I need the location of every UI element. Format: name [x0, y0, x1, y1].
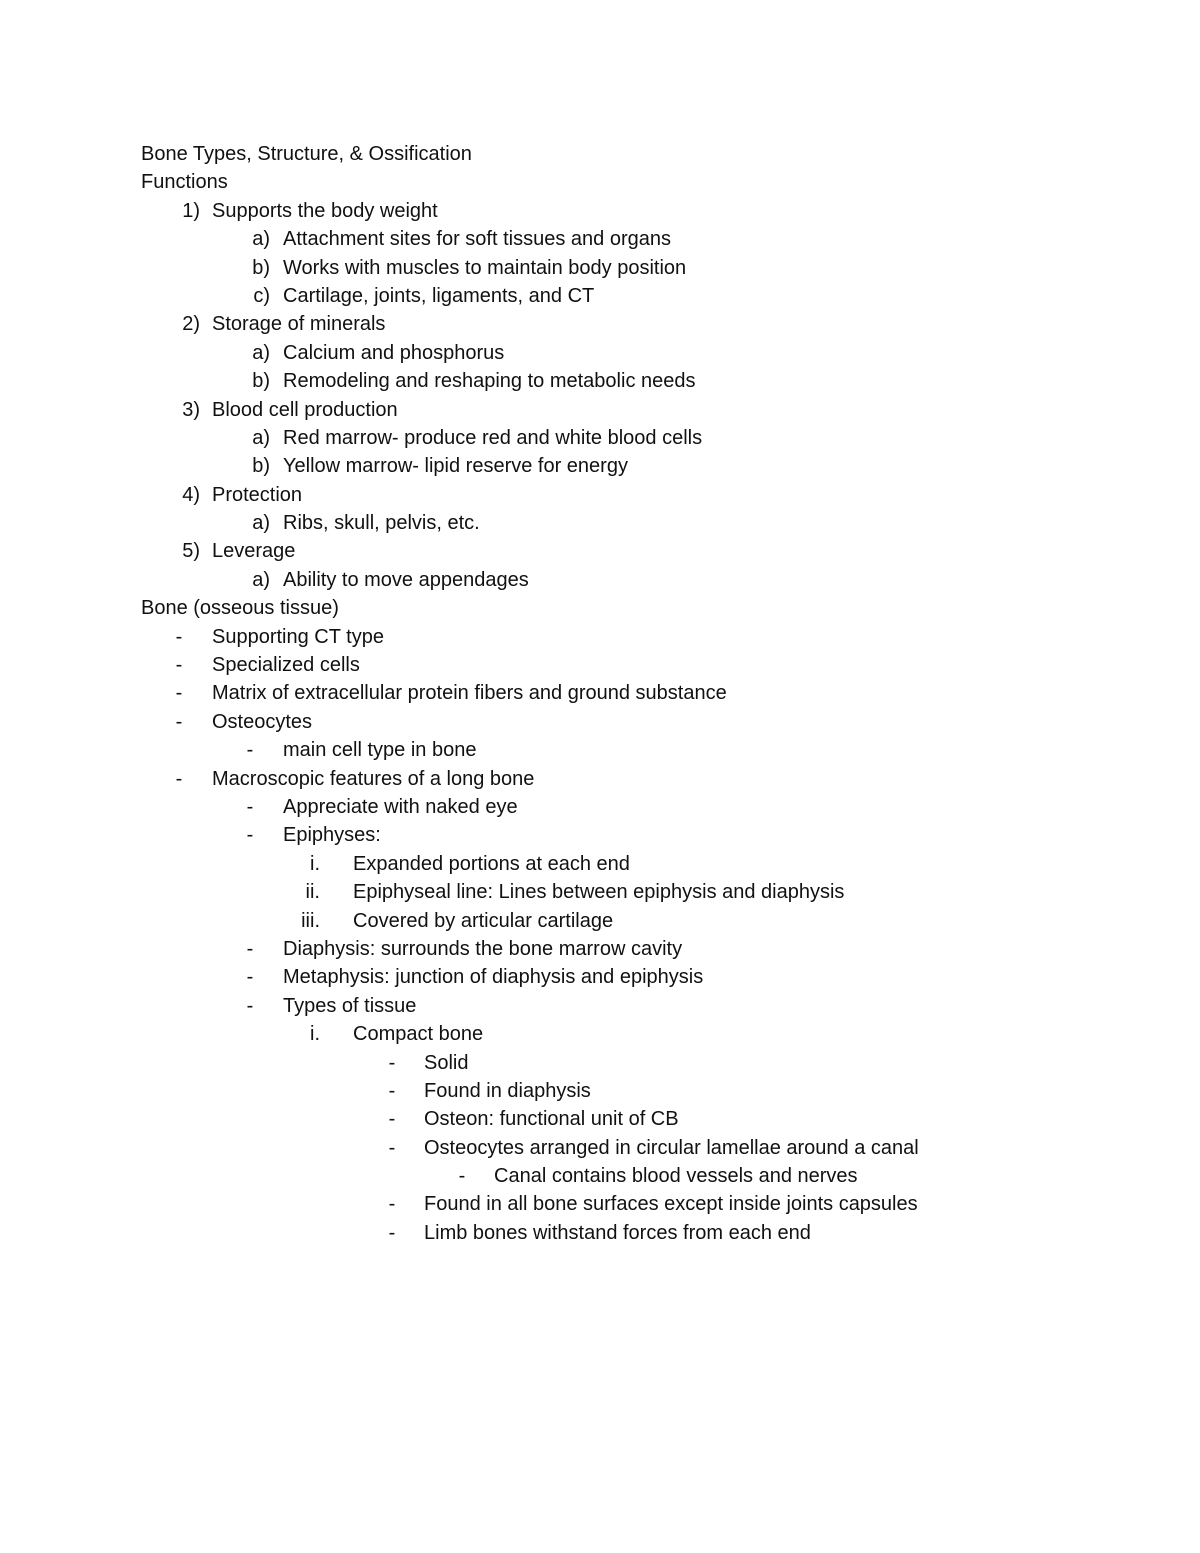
list-item-text: main cell type in bone	[283, 739, 477, 762]
list-marker: a)	[252, 228, 270, 251]
list-item-text: Diaphysis: surrounds the bone marrow cavity	[283, 937, 683, 960]
list-item	[0, 367, 1200, 395]
list-item	[0, 424, 1200, 452]
list-item-text: Specialized cells	[212, 654, 360, 677]
list-marker: a)	[252, 568, 270, 591]
list-marker: -	[175, 654, 183, 677]
list-item-text: Found in diaphysis	[424, 1079, 591, 1102]
document-page	[0, 140, 1200, 1247]
list-marker: a)	[252, 512, 270, 535]
list-item-text: Ability to move appendages	[283, 568, 529, 591]
list-item	[0, 1105, 1200, 1133]
list-item-text: Found in all bone surfaces except inside joints capsules	[424, 1193, 918, 1216]
list-item	[0, 481, 1200, 509]
list-marker: -	[388, 1136, 396, 1159]
list-marker: -	[175, 682, 183, 705]
list-marker: 4)	[182, 483, 200, 506]
list-marker: b)	[252, 370, 270, 393]
list-marker: 5)	[182, 540, 200, 563]
list-item-text: Storage of minerals	[212, 313, 386, 336]
list-item-text: Leverage	[212, 540, 296, 563]
list-marker: -	[246, 795, 254, 818]
list-item-text: Yellow marrow- lipid reserve for energy	[283, 455, 628, 478]
list-item	[0, 878, 1200, 906]
list-item	[0, 566, 1200, 594]
list-marker: 1)	[182, 199, 200, 222]
list-item	[0, 821, 1200, 849]
list-marker: ii.	[305, 881, 320, 904]
list-item	[0, 793, 1200, 821]
document-title: Bone Types, Structure, & Ossification	[141, 143, 472, 165]
list-marker: 2)	[182, 313, 200, 336]
list-marker: -	[246, 739, 254, 762]
list-item-text: Osteon: functional unit of CB	[424, 1108, 679, 1131]
list-marker: b)	[252, 256, 270, 279]
list-item-text: Red marrow- produce red and white blood cells	[283, 426, 703, 449]
list-item-text: Metaphysis: junction of diaphysis and epiphysis	[283, 966, 704, 989]
list-item-text: Protection	[212, 483, 303, 506]
list-item-text: Compact bone	[353, 1023, 484, 1046]
list-marker: -	[246, 966, 254, 989]
list-item-text: Solid	[424, 1051, 469, 1074]
list-marker: -	[388, 1051, 396, 1074]
list-item-text: Supports the body weight	[212, 199, 438, 222]
list-item-text: Expanded portions at each end	[353, 852, 630, 875]
list-item-text: Epiphyses:	[283, 824, 381, 847]
section-heading-bone: Bone (osseous tissue)	[141, 597, 339, 620]
list-item	[0, 651, 1200, 679]
list-item	[0, 254, 1200, 282]
list-item-text: Cartilage, joints, ligaments, and CT	[283, 284, 595, 307]
list-marker: -	[388, 1221, 396, 1244]
list-item-text: Limb bones withstand forces from each end	[424, 1221, 811, 1244]
list-item	[0, 1020, 1200, 1048]
list-item	[0, 1049, 1200, 1077]
list-marker: i.	[310, 852, 320, 875]
list-item-text: Osteocytes arranged in circular lamellae around a canal	[424, 1136, 919, 1159]
list-marker: -	[388, 1193, 396, 1216]
list-item-text: Macroscopic features of a long bone	[212, 767, 535, 790]
list-item-text: Attachment sites for soft tissues and organs	[283, 228, 671, 251]
list-item	[0, 452, 1200, 480]
list-item	[0, 339, 1200, 367]
list-item	[0, 537, 1200, 565]
list-marker: iii.	[301, 909, 320, 932]
list-marker: -	[175, 767, 183, 790]
list-item	[0, 736, 1200, 764]
list-marker: -	[246, 937, 254, 960]
list-item	[0, 963, 1200, 991]
list-item	[0, 992, 1200, 1020]
list-item	[0, 850, 1200, 878]
list-marker: -	[246, 994, 254, 1017]
list-item	[0, 708, 1200, 736]
list-item	[0, 623, 1200, 651]
list-item-text: Canal contains blood vessels and nerves	[494, 1165, 858, 1188]
list-marker: -	[388, 1108, 396, 1131]
list-item	[0, 1219, 1200, 1247]
list-item-text: Calcium and phosphorus	[283, 341, 505, 364]
section-heading-functions: Functions	[141, 171, 228, 194]
list-item	[0, 1077, 1200, 1105]
list-item	[0, 935, 1200, 963]
list-item	[0, 1162, 1200, 1190]
list-item	[0, 907, 1200, 935]
list-item	[0, 765, 1200, 793]
list-item-text: Types of tissue	[283, 994, 417, 1017]
list-item-text: Covered by articular cartilage	[353, 909, 614, 932]
list-marker: i.	[310, 1023, 320, 1046]
list-marker: 3)	[182, 398, 200, 421]
list-item	[0, 282, 1200, 310]
list-marker: -	[458, 1165, 466, 1188]
list-item	[0, 1190, 1200, 1218]
list-marker: -	[246, 824, 254, 847]
list-item	[0, 197, 1200, 225]
list-item	[0, 1134, 1200, 1162]
list-item-text: Appreciate with naked eye	[283, 795, 518, 818]
list-item-text: Epiphyseal line: Lines between epiphysis and diaphysis	[353, 881, 845, 904]
list-item-text: Osteocytes	[212, 710, 313, 733]
list-item	[0, 396, 1200, 424]
list-marker: b)	[252, 455, 270, 478]
list-item-text: Works with muscles to maintain body position	[283, 256, 687, 279]
list-item-text: Ribs, skull, pelvis, etc.	[283, 512, 480, 535]
list-marker: a)	[252, 426, 270, 449]
list-marker: -	[175, 710, 183, 733]
list-item	[0, 225, 1200, 253]
list-item-text: Supporting CT type	[212, 625, 384, 648]
list-marker: a)	[252, 341, 270, 364]
list-item	[0, 679, 1200, 707]
list-item	[0, 310, 1200, 338]
list-item	[0, 509, 1200, 537]
list-marker: c)	[253, 284, 270, 307]
list-item-text: Remodeling and reshaping to metabolic needs	[283, 370, 696, 393]
list-marker: -	[388, 1079, 396, 1102]
list-marker: -	[175, 625, 183, 648]
list-item-text: Matrix of extracellular protein fibers and ground substance	[212, 682, 727, 705]
list-item-text: Blood cell production	[212, 398, 398, 421]
